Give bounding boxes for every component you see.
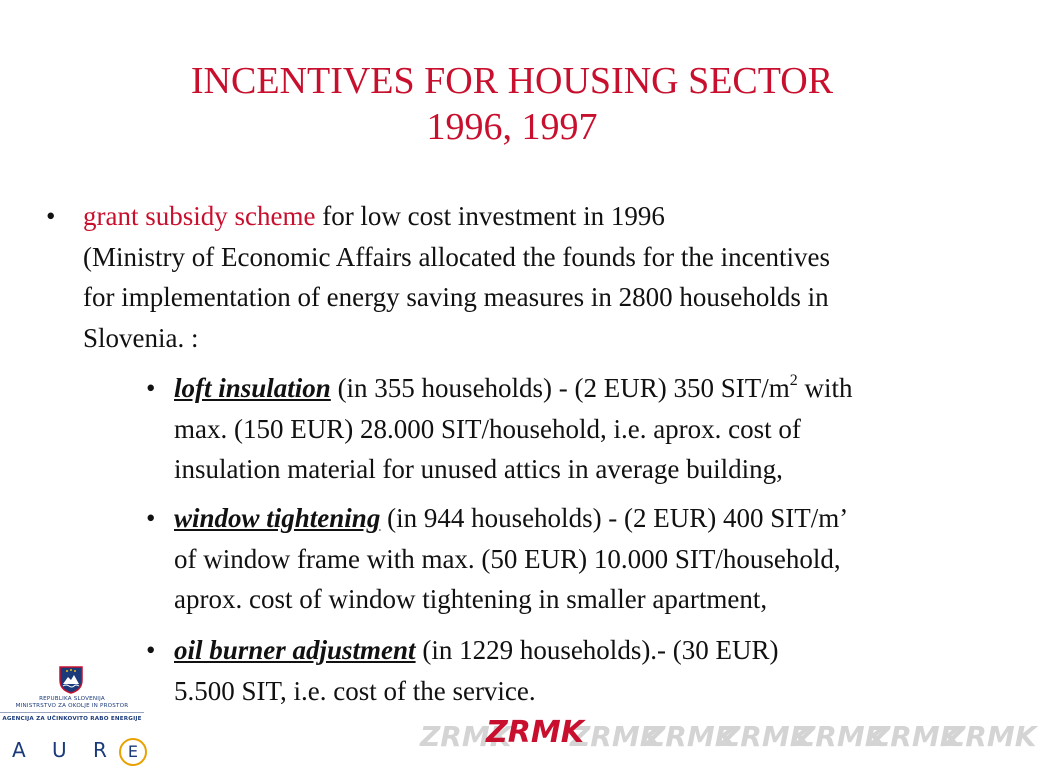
zrmk-watermark: ZRMK bbox=[645, 720, 737, 753]
zrmk-logo-strip bbox=[420, 712, 1037, 758]
sub-item-line-1 bbox=[174, 368, 853, 409]
main-bullet-text bbox=[83, 196, 830, 358]
main-bullet-line-2: (Ministry of Economic Affairs allocated the founds for the incentives bbox=[83, 241, 831, 272]
aure-logo bbox=[12, 738, 142, 768]
sub-item-line-1-rest: (in 1229 households).- (30 EUR) bbox=[415, 635, 779, 665]
grant-subsidy-highlight: grant subsidy scheme bbox=[83, 201, 316, 231]
sub-item-line-1 bbox=[174, 498, 848, 539]
slovenia-coat-of-arms-icon bbox=[58, 666, 84, 694]
zrmk-watermark: ZRMK bbox=[870, 720, 962, 753]
sub-item-line-1 bbox=[174, 630, 779, 671]
sub-item-term: window tightening bbox=[174, 503, 381, 533]
gov-line-2: MINISTRSTVO ZA OKOLJE IN PROSTOR bbox=[15, 703, 129, 709]
slide-title-line-2: 1996, 1997 bbox=[426, 106, 598, 148]
aure-letters: A U R bbox=[12, 738, 117, 762]
sub-item-term: oil burner adjustment bbox=[174, 635, 416, 665]
aure-e-icon: E bbox=[119, 738, 147, 766]
sub-item-text bbox=[174, 368, 853, 490]
sub-item-text bbox=[174, 498, 848, 620]
sub-item-line-3: aprox. cost of window tightening in smaller apartment, bbox=[174, 584, 768, 614]
zrmk-watermark: ZRMK bbox=[420, 720, 512, 753]
zrmk-watermark: ZRMK bbox=[945, 720, 1037, 753]
sub-item-text bbox=[174, 630, 779, 711]
sub-item-line-1-rest: (in 944 households) - (2 EUR) 400 SIT/m’ bbox=[380, 503, 849, 533]
sub-bullet-dot: • bbox=[146, 635, 156, 665]
logo-divider bbox=[0, 712, 144, 713]
slide-title-line-1: INCENTIVES FOR HOUSING SECTOR bbox=[190, 60, 834, 102]
sub-bullet-dot: • bbox=[146, 503, 156, 533]
zrmk-logo: ZRMK bbox=[486, 715, 584, 750]
zrmk-watermark: ZRMK bbox=[720, 720, 812, 753]
sub-item-line-3: insulation material for unused attics in average building, bbox=[174, 454, 783, 484]
sub-item-line-2: of window frame with max. (50 EUR) 10.000 SIT/household, bbox=[174, 543, 841, 574]
ministry-logo bbox=[0, 666, 144, 726]
sub-bullet-dot: • bbox=[146, 373, 156, 403]
sub-item-line-1-rest: (in 355 households) - (2 EUR) 350 SIT/m bbox=[330, 373, 790, 403]
main-bullet-line-1-rest: for low cost investment in 1996 bbox=[315, 201, 665, 231]
superscript: 2 bbox=[789, 372, 798, 389]
sub-item-line-2: 5.500 SIT, i.e. cost of the service. bbox=[174, 675, 536, 706]
sub-item-line-2: max. (150 EUR) 28.000 SIT/household, i.e. aprox. cost of bbox=[174, 413, 801, 444]
bullet-dot: • bbox=[46, 201, 56, 231]
zrmk-watermark: ZRMK bbox=[795, 720, 887, 753]
main-bullet-line-3: for implementation of energy saving measures in 2800 households in bbox=[83, 282, 829, 312]
gov-line-3: AGENCIJA ZA UČINKOVITO RABO ENERGIJE bbox=[2, 716, 142, 722]
slide-title bbox=[0, 58, 1024, 150]
sub-item-term: loft insulation bbox=[174, 373, 331, 403]
main-bullet-line-4: Slovenia. : bbox=[83, 322, 199, 353]
sub-item-line-1-tail: with bbox=[797, 373, 853, 403]
main-bullet-line-1 bbox=[83, 196, 830, 237]
zrmk-watermark: ZRMK bbox=[570, 720, 662, 753]
gov-line-1: REPUBLIKA SLOVENIJA bbox=[39, 696, 105, 702]
